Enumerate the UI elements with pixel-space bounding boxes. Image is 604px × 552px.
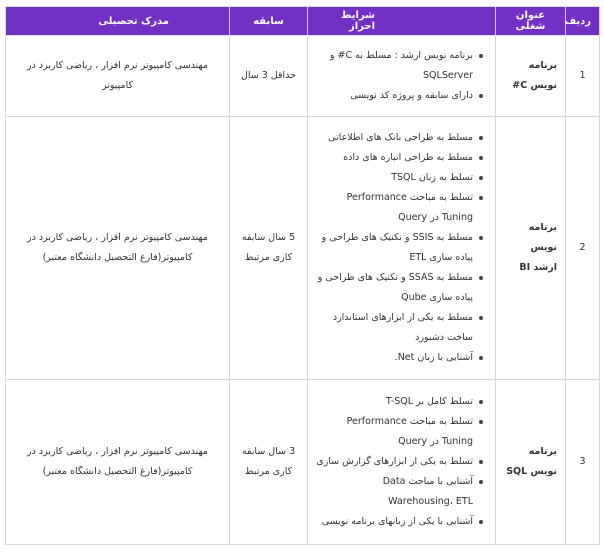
degree-cell: مهندسی کامپیوتر نرم افزار ، ریاضی کاربرد در کامپیوتر — [6, 36, 230, 117]
header-row — [6, 7, 600, 36]
conditions-list — [316, 392, 487, 532]
table-row — [6, 117, 600, 380]
list-item: مسلط به طراحی بانک های اطلاعاتی — [316, 128, 473, 148]
job-title: برنامه نویس SQL — [496, 380, 566, 545]
header-conditions: شرایط احراز — [308, 7, 496, 36]
list-item: مسلط به طراحی انباره های داده — [316, 148, 473, 168]
header-experience: سابقه — [230, 7, 308, 36]
list-item: مسلط به یکی از ابزارهای استاندارد ساخت دشبورد — [316, 308, 473, 348]
job-title: برنامه نویس C# — [496, 36, 566, 117]
table-row — [6, 380, 600, 545]
conditions-list — [316, 46, 487, 106]
degree-cell: مهندسی کامپیوتر نرم افزار ، ریاضی کاربرد در کامپیوتر(فارغ التحصیل دانشگاه معتبر) — [6, 117, 230, 380]
row-index: 3 — [566, 380, 600, 545]
list-item: دارای سابقه و پروژه کد نویسی — [316, 86, 473, 106]
list-item: آشنایی با زبان Net. — [316, 348, 473, 368]
list-item: تسلط به یکی از ابزارهای گزارش سازی — [316, 452, 473, 472]
row-index: 1 — [566, 36, 600, 117]
conditions-cell — [308, 117, 496, 380]
conditions-cell — [308, 36, 496, 117]
list-item: تسلط به زبان TSQL — [316, 168, 473, 188]
header-degree: مدرک تحصیلی — [6, 7, 230, 36]
job-title: برنامه نویس ارشد BI — [496, 117, 566, 380]
jobs-table — [5, 6, 600, 545]
degree-cell: مهندسی کامپیوتر نرم افزار ، ریاضی کاربرد در کامپیوتر(فارغ التحصیل دانشگاه معتبر) — [6, 380, 230, 545]
list-item: تسلط کامل بر T-SQL — [316, 392, 473, 412]
table-row — [6, 36, 600, 117]
conditions-cell — [308, 380, 496, 545]
header-title: عنوان شغلی — [496, 7, 566, 36]
row-index: 2 — [566, 117, 600, 380]
list-item: مسلط به SSIS و تکنیک های طراحی و پیاده سازی ETL — [316, 228, 473, 268]
conditions-list — [316, 128, 487, 368]
experience-cell: 3 سال سابقه کاری مرتبط — [230, 380, 308, 545]
list-item: آشنایی با مباحث Data Warehousing، ETL — [316, 472, 473, 512]
list-item: تسلط به مباحث Performance Tuning در Query — [316, 412, 473, 452]
list-item: آشنایی با یکی از زبانهای برنامه نویسی — [316, 512, 473, 532]
list-item: مسلط به SSAS و تکنیک های طراحی و پیاده سازی Qube — [316, 268, 473, 308]
list-item: تسلط به مباحث Performance Tuning در Query — [316, 188, 473, 228]
experience-cell: 5 سال سابقه کاری مرتبط — [230, 117, 308, 380]
list-item: برنامه نویس ارشد : مسلط به C# و SQLServer — [316, 46, 473, 86]
experience-cell: حداقل 3 سال — [230, 36, 308, 117]
header-index: ردیف — [566, 7, 600, 36]
